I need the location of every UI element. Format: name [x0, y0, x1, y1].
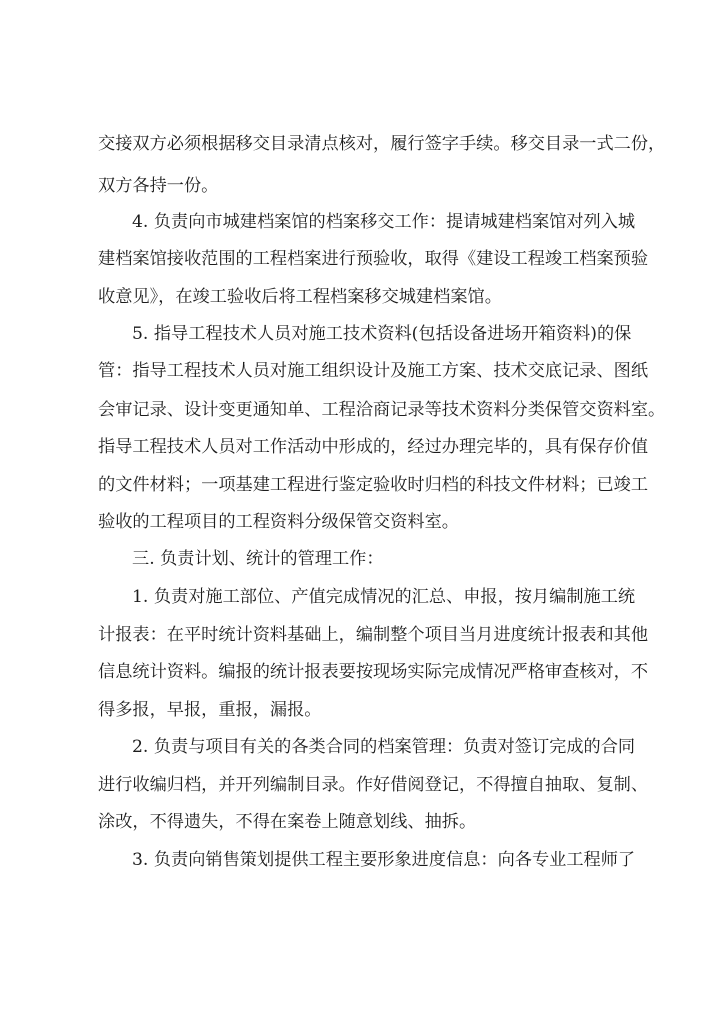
text-line: 得多报，早报，重报，漏报。	[98, 700, 322, 720]
text-line: 涂改，不得遗失，不得在案卷上随意划线、抽拆。	[98, 812, 477, 832]
text-line: 建档案馆接收范围的工程档案进行预验收，取得《建设工程竣工档案预验	[98, 249, 649, 269]
text-line: 进行收编归档，并开列编制目录。作好借阅登记，不得擅自抽取、复制、	[98, 775, 649, 795]
text-line: 的文件材料；一项基建工程进行鉴定验收时归档的科技文件材料；已竣工	[98, 475, 649, 495]
text-line: 双方各持一份。	[98, 176, 219, 196]
paragraph-5-line: 5. 指导工程技术人员对施工技术资料(包括设备进场开箱资料)的保	[132, 324, 632, 344]
text-line: 收意见》，在竣工验收后将工程档案移交城建档案馆。	[98, 287, 502, 307]
text-line: 验收的工程项目的工程资料分级保管交资料室。	[98, 512, 459, 532]
paragraph-3-line: 3. 负责向销售策划提供工程主要形象进度信息：向各专业工程师了	[132, 850, 636, 870]
paragraph-2-line: 2. 负责与项目有关的各类合同的档案管理：负责对签订完成的合同	[132, 737, 636, 757]
text-line: 指导工程技术人员对工作活动中形成的，经过办理完毕的，具有保存价值	[98, 437, 649, 457]
paragraph-1-line: 1. 负责对施工部位、产值完成情况的汇总、申报，按月编制施工统	[132, 587, 636, 607]
section-heading: 三. 负责计划、统计的管理工作：	[132, 549, 384, 569]
text-line: 信息统计资料。编报的统计报表要按现场实际完成情况严格审查核对，不	[98, 662, 649, 682]
text-line: 会审记录、设计变更通知单、工程洽商记录等技术资料分类保管交资料室。	[98, 400, 666, 420]
text-line: 管：指导工程技术人员对施工组织设计及施工方案、技术交底记录、图纸	[98, 361, 649, 381]
text-line: 计报表：在平时统计资料基础上，编制整个项目当月进度统计报表和其他	[98, 625, 649, 645]
paragraph-4-line: 4. 负责向市城建档案馆的档案移交工作：提请城建档案馆对列入城	[132, 212, 636, 232]
text-line: 交接双方必须根据移交目录清点核对，履行签字手续。移交目录一式二份，	[98, 134, 666, 154]
